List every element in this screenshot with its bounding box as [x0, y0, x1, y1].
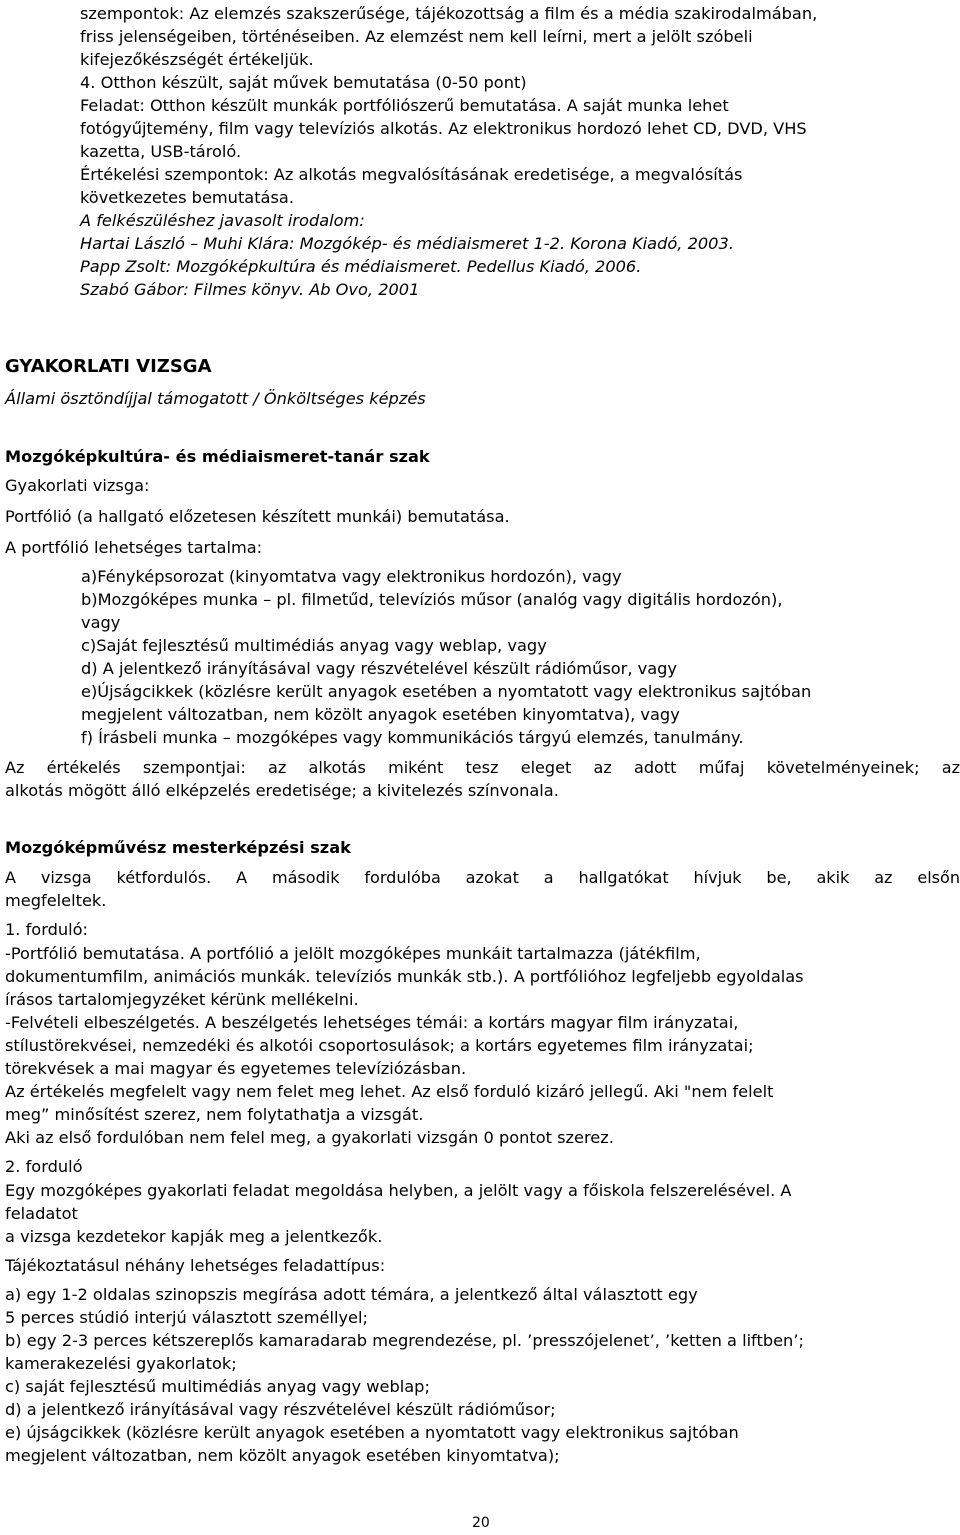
body-line: dokumentumfilm, animációs munkák. televíziós munkák stb.). A portfólióhoz legfeljebb egyoldalas [5, 967, 804, 986]
exam-label: Gyakorlati vizsga: [5, 476, 150, 495]
body-line: törekvések a mai magyar és egyetemes televíziózásban. [5, 1059, 467, 1078]
body-line: Portfólió (a hallgató előzetesen készített munkái) bemutatása. [5, 507, 510, 526]
body-line: A portfólió lehetséges tartalma: [5, 538, 263, 557]
task-item: e) újságcikkek (közlésre került anyagok esetében a nyomtatott vagy elektronikus sajtóban [5, 1423, 739, 1442]
list-item: megjelent változatban, nem közölt anyagok esetében kinyomtatva), vagy [81, 705, 680, 724]
reading-item: Szabó Gábor: Filmes könyv. Ab Ovo, 2001 [80, 280, 420, 299]
body-line: fotógyűjtemény, film vagy televíziós alkotás. Az elektronikus hordozó lehet CD, DVD, VHS [80, 119, 807, 138]
body-line: a vizsga kezdetekor kapják meg a jelentkezők. [5, 1227, 383, 1246]
task-item: b) egy 2-3 perces kétszereplős kamaradarab megrendezése, pl. ’presszójelenet’, ’ketten a liftben’; [5, 1331, 804, 1350]
section-subtitle: Állami ösztöndíjjal támogatott / Önköltséges képzés [5, 389, 426, 408]
body-line: Az értékelés megfelelt vagy nem felet meg lehet. Az első forduló kizáró jellegű. Aki "nem felelt [5, 1082, 774, 1101]
round-label: 2. forduló [5, 1157, 83, 1176]
body-line: írásos tartalomjegyzéket kérünk mellékelni. [5, 990, 359, 1009]
list-item: f) Írásbeli munka – mozgóképes vagy kommunikációs tárgyú elemzés, tanulmány. [81, 728, 744, 747]
body-line: stílustörekvései, nemzedéki és alkotói csoportosulások; a kortárs egyetemes film irányzatai; [5, 1036, 754, 1055]
task-item: megjelent változatban, nem közölt anyagok esetében kinyomtatva); [5, 1446, 560, 1465]
list-item: d) A jelentkező irányításával vagy részvételével készült rádióműsor, vagy [81, 659, 677, 678]
list-item: vagy [81, 613, 121, 632]
task-item: d) a jelentkező irányításával vagy részvételével készült rádióműsor; [5, 1400, 556, 1419]
body-line: kazetta, USB-tároló. [80, 142, 242, 161]
task-item: 5 perces stúdió interjú választott személlyel; [5, 1308, 368, 1327]
body-line: -Felvételi elbeszélgetés. A beszélgetés lehetséges témái: a kortárs magyar film irányzatai, [5, 1013, 739, 1032]
list-item: a)Fényképsorozat (kinyomtatva vagy elektronikus hordozón), vagy [81, 567, 622, 586]
page-number: 20 [472, 1515, 490, 1531]
tasks-label: Tájékoztatásul néhány lehetséges feladattípus: [5, 1256, 386, 1275]
reading-heading: A felkészüléshez javasolt irodalom: [80, 211, 365, 230]
body-line: kifejezőkészségét értékeljük. [80, 50, 314, 69]
reading-item: Hartai László – Muhi Klára: Mozgókép- és médiaismeret 1-2. Korona Kiadó, 2003. [80, 234, 734, 253]
body-line: szempontok: Az elemzés szakszerűsége, tájékozottság a film és a média szakirodalmában, [80, 4, 818, 23]
task-item: c) saját fejlesztésű multimédiás anyag vagy weblap; [5, 1377, 430, 1396]
body-line: megfeleltek. [5, 891, 107, 910]
body-line: -Portfólió bemutatása. A portfólió a jelölt mozgóképes munkáit tartalmazza (játékfilm, [5, 944, 701, 963]
task-item: a) egy 1-2 oldalas szinopszis megírása adott témára, a jelentkező által választott egy [5, 1285, 698, 1304]
body-line: Egy mozgóképes gyakorlati feladat megoldása helyben, a jelölt vagy a főiskola felszerelésével. A [5, 1181, 792, 1200]
list-item: e)Újságcikkek (közlésre került anyagok esetében a nyomtatott vagy elektronikus sajtóban [81, 682, 812, 701]
body-line: Feladat: Otthon készült munkák portfóliószerű bemutatása. A saját munka lehet [80, 96, 729, 115]
list-item: b)Mozgóképes munka – pl. filmetűd, televíziós műsor (analóg vagy digitális hordozón), [81, 590, 783, 609]
body-line: 4. Otthon készült, saját művek bemutatása (0-50 pont) [80, 73, 527, 92]
body-line: meg” minősítést szerez, nem folytathatja a vizsgát. [5, 1105, 424, 1124]
body-line: következetes bemutatása. [80, 188, 294, 207]
body-line: Aki az első fordulóban nem felel meg, a gyakorlati vizsgán 0 pontot szerez. [5, 1128, 614, 1147]
program-title: Mozgóképkultúra- és médiaismeret-tanár szak [5, 447, 430, 466]
body-line: alkotás mögött álló elképzelés eredetisége; a kivitelezés színvonala. [5, 781, 559, 800]
reading-item: Papp Zsolt: Mozgóképkultúra és médiaismeret. Pedellus Kiadó, 2006. [80, 257, 642, 276]
body-line: A vizsga kétfordulós. A második fordulóba azokat a hallgatókat hívjuk be, akik az elsőn [5, 868, 960, 887]
body-line: Értékelési szempontok: Az alkotás megvalósításának eredetisége, a megvalósítás [80, 165, 743, 184]
body-line: friss jelenségeiben, történéseiben. Az elemzést nem kell leírni, mert a jelölt szóbeli [80, 27, 753, 46]
list-item: c)Saját fejlesztésű multimédiás anyag vagy weblap, vagy [81, 636, 547, 655]
body-line: Az értékelés szempontjai: az alkotás miként tesz eleget az adott műfaj követelményeinek; az [5, 758, 960, 777]
task-item: kamerakezelési gyakorlatok; [5, 1354, 237, 1373]
section-title: GYAKORLATI VIZSGA [5, 356, 212, 377]
body-line: feladatot [5, 1204, 78, 1223]
round-label: 1. forduló: [5, 920, 88, 939]
program-title: Mozgóképművész mesterképzési szak [5, 838, 351, 857]
